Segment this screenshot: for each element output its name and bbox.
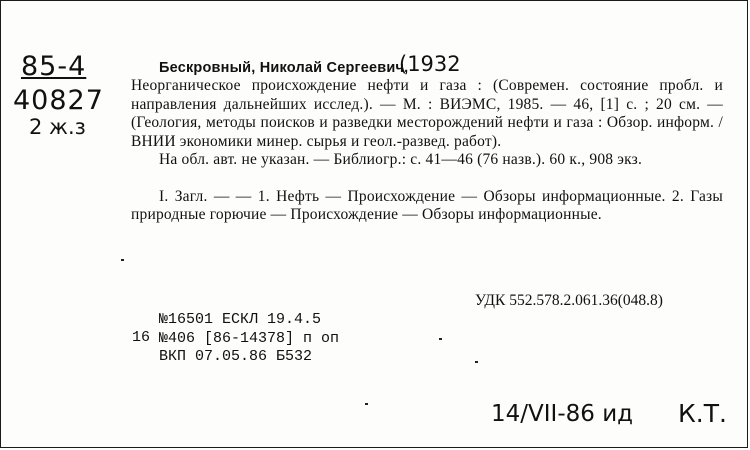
handwritten-birth-year: (1932 (399, 52, 461, 76)
handwritten-initials: К.Т. (678, 399, 727, 428)
entry-main-paragraph (131, 59, 723, 151)
code-line-1: №16501 ЕСКЛ 19.4.5 (159, 311, 322, 328)
handwritten-date: 14/VII-86 ид (491, 401, 634, 427)
entry-tracings: I. Загл. — — 1. Нефть — Происхождение — Обзоры информационные. 2. Газы природные горючие — Происхождение — Обзоры информационные. (131, 187, 723, 224)
code-prefix: 16 (132, 329, 151, 346)
registration-codes (159, 311, 339, 367)
author-heading: Бескровный, Николай Сергеевич, (159, 60, 409, 76)
bibliographic-entry (131, 59, 723, 225)
entry-body: Неорганическое происхождение нефти и газа : (Современ. состояние пробл. и направления дальнейших исслед.). — М. : ВИЭМС, 1985. — 46, [1] с. ; 20 см. — (Геология, методы поисков и разведки месторождений нефти и газа : Обзор. информ. / ВНИИ экономики минер. сырья и геол.-развед. работ). (131, 77, 723, 150)
code-line-2: №406 [86-14378] п оп (159, 329, 340, 347)
entry-notes: На обл. авт. не указан. — Библиогр.: с. 41—46 (76 назв.). 60 к., 908 экз. (159, 151, 643, 169)
shelf-mark-line-2: 40827 (13, 85, 104, 116)
code-line-3: ВКП 07.05.86 Б532 (159, 348, 313, 365)
shelf-mark-line-3: 2 ж.з (29, 115, 86, 139)
udc-classification: УДК 552.578.2.061.36(048.8) (475, 292, 663, 309)
shelf-mark-line-1: 85-4 (21, 51, 87, 82)
